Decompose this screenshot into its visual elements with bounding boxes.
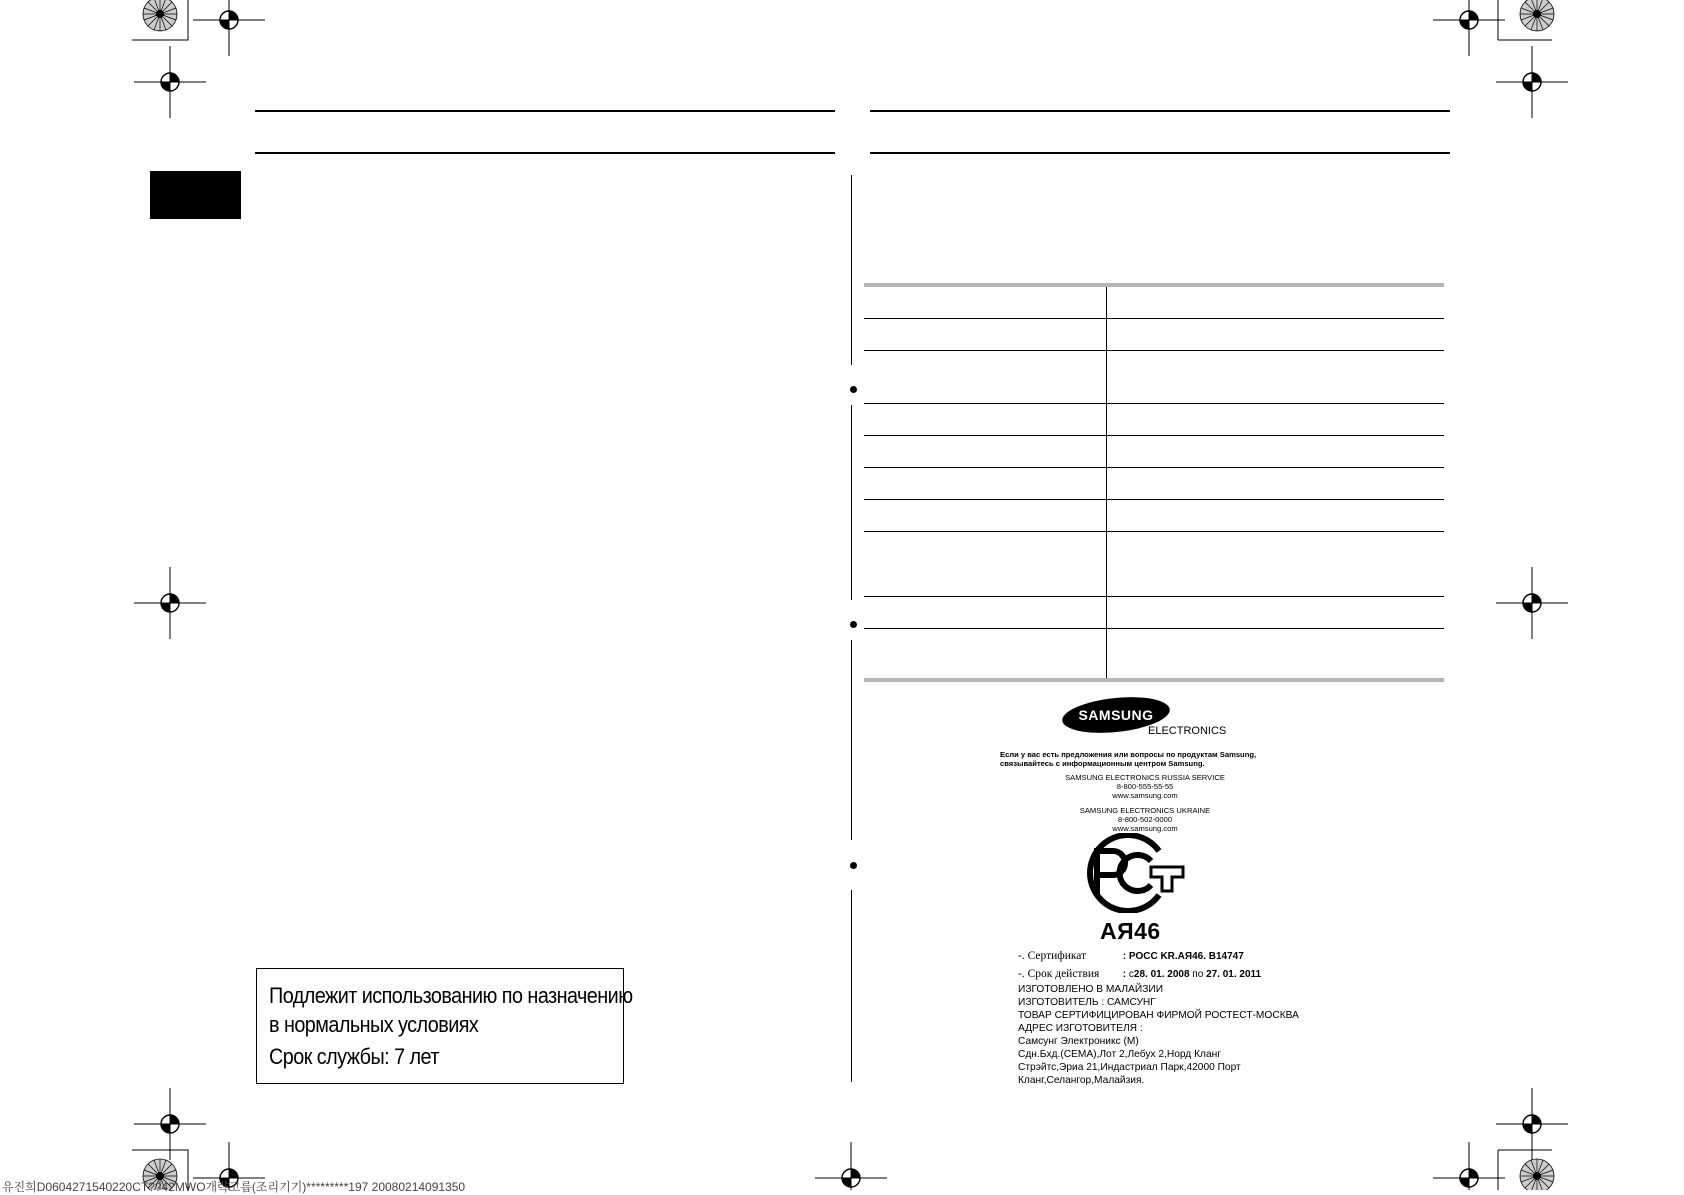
- manufacturer-line-3: ТОВАР СЕРТИФИЦИРОВАН ФИРМОЙ РОСТЕСТ-МОСКВА: [1018, 1010, 1299, 1021]
- certificate-separator: :: [1122, 951, 1127, 962]
- table-row: [864, 403, 1444, 404]
- manufacturer-line-2: ИЗГОТОВИТЕЛЬ : САМСУНГ: [1018, 997, 1156, 1008]
- validity-to-prefix: по: [1192, 969, 1204, 980]
- russia-service-web: www.samsung.com: [1112, 791, 1178, 800]
- table-row: [864, 499, 1444, 500]
- specifications-table: [864, 283, 1444, 683]
- right-header-rule-top: [870, 110, 1450, 112]
- manufacturer-info: [1018, 983, 1338, 1087]
- certification-code: АЯ46: [1100, 918, 1161, 944]
- certificate-value: РОСС KR.АЯ46. B14747: [1128, 951, 1244, 962]
- validity-separator: :: [1122, 969, 1127, 980]
- print-footer-info: 유진희D0604271540220CT??42MWO개략고릅(조리기기)*********197 20080214091350: [2, 1180, 466, 1194]
- ukraine-service-phone: 8-800-502-0000: [1117, 815, 1173, 824]
- manufacturer-line-7: Стрэйтс,Эриа 21,Индастриал Парк,42000 Порт: [1018, 1062, 1241, 1073]
- russia-service-phone: 8-800-555-55-55: [1116, 782, 1174, 791]
- validity-from: 28. 01. 2008: [1133, 969, 1190, 980]
- manufacturer-line-1: ИЗГОТОВЛЕНО В МАЛАЙЗИИ: [1018, 984, 1164, 995]
- ukraine-service-name: SAMSUNG ELECTRONICS UKRAINE: [1079, 806, 1211, 815]
- center-divider-4: [851, 890, 852, 1082]
- pct-certification-mark: [1079, 833, 1187, 913]
- table-row: [864, 350, 1444, 351]
- certificate-line: [1018, 950, 1318, 962]
- samsung-logo-text: SAMSUNG: [1078, 707, 1154, 723]
- center-divider-2: [851, 405, 852, 600]
- validity-label: -. Срок действия: [1018, 968, 1100, 980]
- manufacturer-line-6: Сдн.Бхд.(СЕМА),Лот 2,Лебух 2,Норд Кланг: [1018, 1049, 1221, 1060]
- service-life-notice: [256, 968, 633, 1084]
- samsung-logo: [1062, 694, 1230, 738]
- contact-question-line-1: Если у вас есть предложения или вопросы по продуктам Samsung,: [1000, 750, 1257, 759]
- samsung-logo-subtext: ELECTRONICS: [1148, 725, 1227, 737]
- notice-line-3: Срок службы: 7 лет: [269, 1044, 439, 1069]
- manufacturer-line-4: АДРЕС ИЗГОТОВИТЕЛЯ :: [1018, 1023, 1143, 1034]
- validity-to: 27. 01. 2011: [1206, 969, 1262, 980]
- validity-line: [1018, 968, 1318, 980]
- table-row: [864, 467, 1444, 468]
- manufacturer-line-8: Кланг,Селангор,Малайзия.: [1018, 1075, 1145, 1086]
- table-row: [864, 628, 1444, 629]
- center-divider-3: [851, 640, 852, 840]
- left-header-rule-bottom: [255, 152, 835, 154]
- table-row: [864, 596, 1444, 597]
- language-tab-marker: [150, 171, 241, 219]
- russia-service-name: SAMSUNG ELECTRONICS RUSSIA SERVICE: [1065, 773, 1225, 782]
- ukraine-service-web: www.samsung.com: [1112, 824, 1178, 833]
- table-row: [864, 531, 1444, 532]
- contact-question-line-2: связывайтесь с информационным центром Samsung.: [1000, 759, 1205, 768]
- center-divider-dot-1: [850, 386, 857, 393]
- table-top-rule: [864, 283, 1444, 287]
- manufacturer-line-5: Самсунг Электроникс (М): [1018, 1036, 1139, 1047]
- center-divider-dot-2: [850, 621, 857, 628]
- left-header-rule-top: [255, 110, 835, 112]
- center-divider-dot-3: [850, 862, 857, 869]
- right-header-rule-bottom: [870, 152, 1450, 154]
- contact-info: [1000, 750, 1300, 833]
- certificate-label: -. Сертификат: [1018, 950, 1087, 962]
- center-divider-1: [851, 175, 852, 365]
- table-row: [864, 435, 1444, 436]
- notice-line-1: Подлежит использованию по назначению: [269, 983, 633, 1008]
- table-bottom-rule: [864, 678, 1444, 682]
- validity-from-prefix: с: [1128, 969, 1134, 980]
- table-column-divider: [1106, 287, 1107, 678]
- table-row: [864, 318, 1444, 319]
- notice-line-2: в нормальных условиях: [269, 1012, 479, 1037]
